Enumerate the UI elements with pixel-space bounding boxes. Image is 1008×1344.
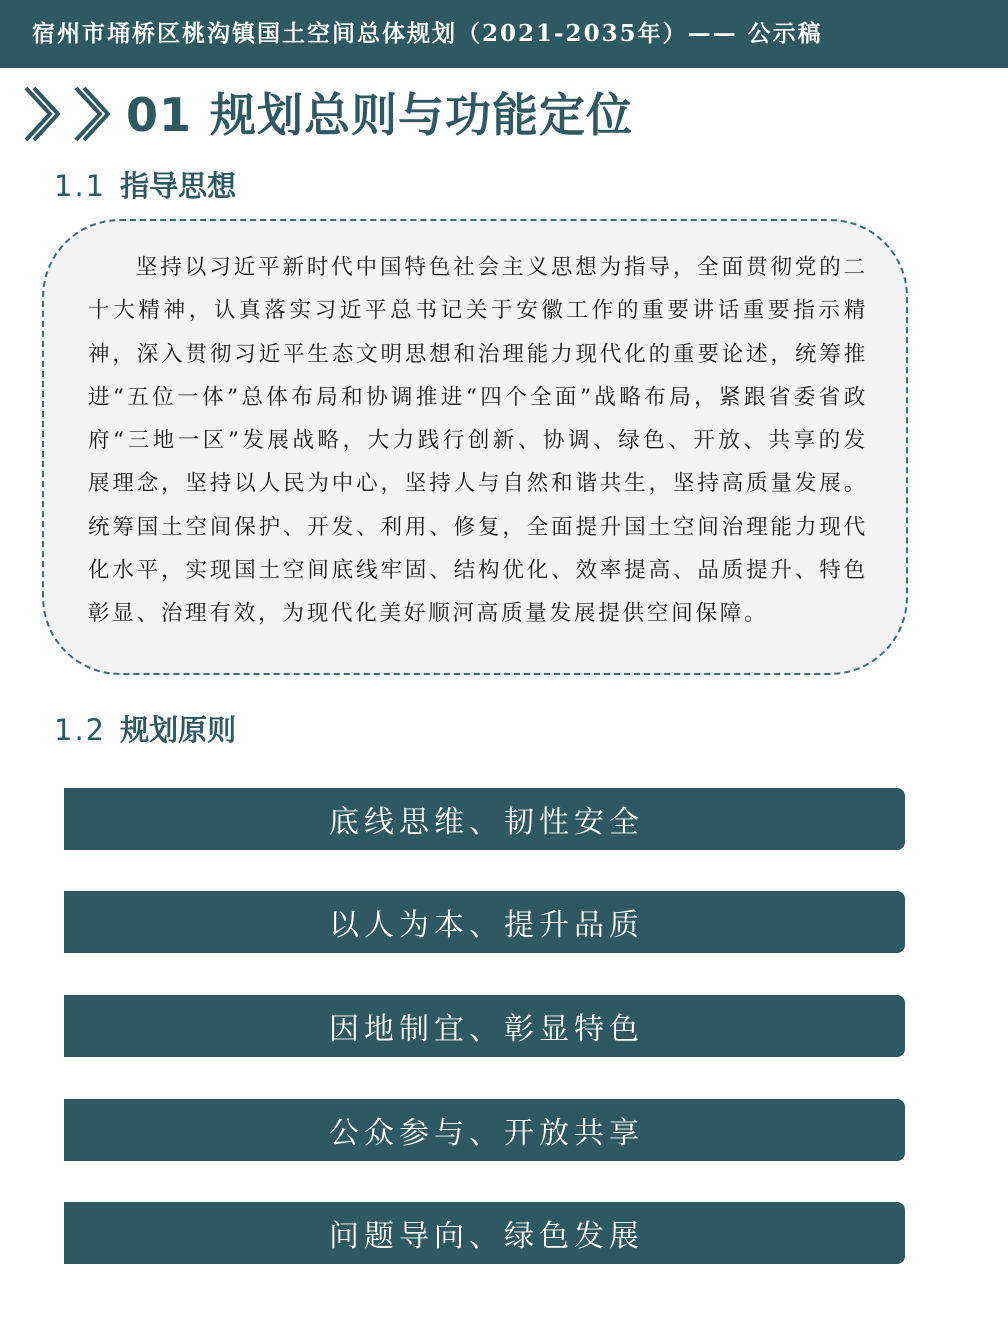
section-number: 1.2	[54, 713, 107, 747]
principle-label: 问题导向、绿色发展	[329, 1219, 644, 1254]
principle-bar	[64, 1099, 905, 1161]
header-bar	[0, 0, 1008, 68]
chapter-number: 01	[126, 88, 193, 142]
principle-label: 底线思维、韧性安全	[329, 805, 644, 840]
principle-bar	[64, 1202, 905, 1264]
guiding-thought-text: 坚持以习近平新时代中国特色社会主义思想为指导，全面贯彻党的二十大精神，认真落实习近平总书记关于安徽工作的重要讲话重要指示精神，深入贯彻习近平生态文明思想和治理能力现代化的重要论述，统筹推进“五位一体”总体布局和协调推进“四个全面”战略布局，紧跟省委省政府“三地一区”发展战略，大力践行创新、协调、绿色、开放、共享的发展理念，坚持以人民为中心，坚持人与自然和谐共生，坚持高质量发展。统筹国土空间保护、开发、利用、修复，全面提升国土空间治理能力现代化水平，实现国土空间底线牢固、结构优化、效率提高、品质提升、特色彰显、治理有效，为现代化美好顺河高质量发展提供空间保障。	[88, 255, 868, 627]
section-title-text: 指导思想	[120, 169, 237, 203]
header-title: 宿州市埇桥区桃沟镇国土空间总体规划（2021-2035年）—— 公示稿	[32, 20, 823, 47]
principle-bar	[64, 995, 905, 1057]
principle-bar	[64, 788, 905, 850]
principle-label: 因地制宜、彰显特色	[329, 1012, 644, 1047]
section-number: 1.1	[54, 169, 107, 203]
principle-label: 公众参与、开放共享	[329, 1116, 644, 1151]
section-heading-principles	[54, 710, 236, 750]
section-heading-guiding-thought	[54, 166, 236, 206]
section-title-text: 规划原则	[120, 713, 237, 747]
principle-bar	[64, 891, 905, 953]
chapter-title-text: 规划总则与功能定位	[210, 88, 634, 142]
principle-label: 以人为本、提升品质	[329, 908, 644, 943]
chapter-title	[126, 82, 633, 148]
double-chevron-right-icon	[20, 86, 120, 142]
